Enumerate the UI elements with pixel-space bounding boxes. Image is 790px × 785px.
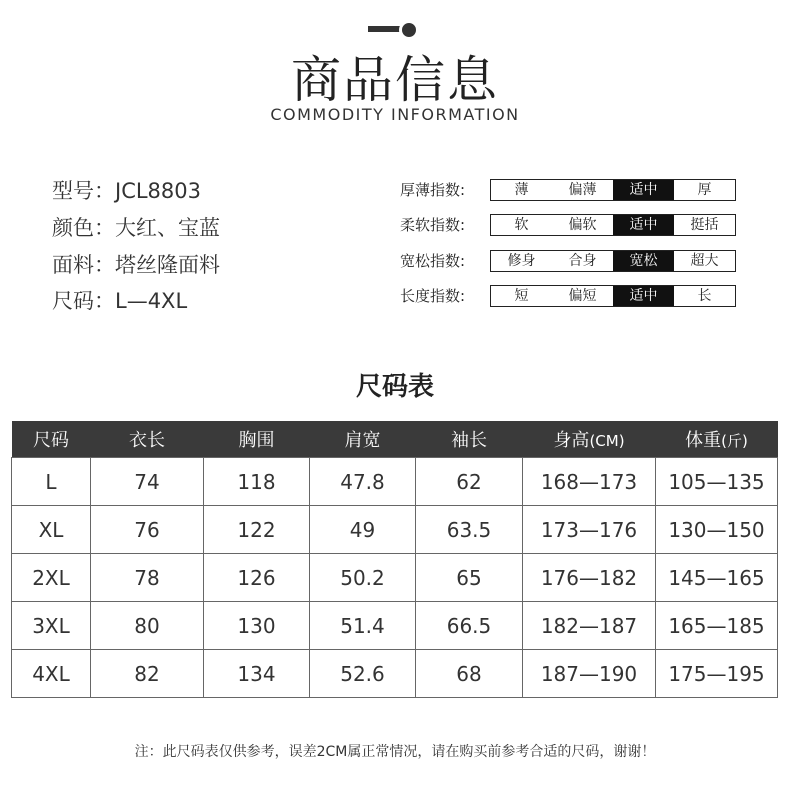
index-option: 修身 — [507, 253, 536, 269]
page-subtitle: COMMODITY INFORMATION — [270, 105, 520, 124]
info-label: 型号： — [52, 179, 115, 203]
index-option-selected: 宽松 — [613, 251, 674, 271]
table-cell: 78 — [91, 554, 204, 602]
table-cell: 47.8 — [310, 458, 416, 506]
info-label: 面料： — [52, 253, 115, 277]
table-header-row — [12, 421, 778, 458]
info-value: 塔丝隆面料 — [115, 253, 220, 277]
table-cell: 62 — [416, 458, 523, 506]
index-option: 挺括 — [690, 217, 719, 233]
table-cell: 173—176 — [523, 506, 656, 554]
table-cell: 76 — [91, 506, 204, 554]
info-label: 颜色： — [52, 216, 115, 240]
table-cell: 52.6 — [310, 650, 416, 698]
size-note: 注：此尺码表仅供参考，误差2CM属正常情况，请在购买前参考合适的尺码，谢谢！ — [134, 744, 656, 760]
table-cell: 130 — [204, 602, 310, 650]
index-label: 柔软指数: — [400, 216, 466, 234]
index-option: 长 — [697, 288, 712, 304]
table-cell: 82 — [91, 650, 204, 698]
table-cell: 134 — [204, 650, 310, 698]
info-value: 大红、宝蓝 — [115, 216, 220, 240]
table-cell: 4XL — [12, 650, 91, 698]
table-row — [12, 650, 778, 698]
index-option: 合身 — [568, 253, 597, 269]
index-option-selected: 适中 — [613, 286, 674, 306]
table-cell: 51.4 — [310, 602, 416, 650]
table-cell: 118 — [204, 458, 310, 506]
info-value: L—4XL — [115, 289, 188, 313]
table-row — [12, 602, 778, 650]
table-cell: 68 — [416, 650, 523, 698]
table-cell: 49 — [310, 506, 416, 554]
table-row — [12, 554, 778, 602]
header-length: 衣长 — [91, 421, 204, 458]
table-row — [12, 458, 778, 506]
header-chest: 胸围 — [204, 421, 310, 458]
header-decoration-dot — [399, 20, 419, 40]
table-cell: 175—195 — [656, 650, 778, 698]
index-label: 宽松指数: — [400, 252, 466, 270]
index-scale — [490, 285, 736, 307]
index-scale — [490, 179, 736, 201]
table-cell: L — [12, 458, 91, 506]
index-option-selected: 适中 — [613, 215, 674, 235]
size-chart-title: 尺码表 — [355, 372, 434, 402]
table-cell: 126 — [204, 554, 310, 602]
table-row — [12, 506, 778, 554]
index-option: 短 — [514, 288, 529, 304]
index-scale — [490, 214, 736, 236]
index-option: 偏软 — [568, 217, 597, 233]
index-scale — [490, 250, 736, 272]
table-cell: 168—173 — [523, 458, 656, 506]
page-title: 商品信息 — [291, 51, 499, 109]
table-cell: 2XL — [12, 554, 91, 602]
table-cell: 145—165 — [656, 554, 778, 602]
table-cell: 74 — [91, 458, 204, 506]
header-height — [523, 421, 656, 458]
table-cell: 165—185 — [656, 602, 778, 650]
info-fabric — [52, 250, 220, 280]
index-label: 厚薄指数: — [400, 181, 466, 199]
table-cell: 80 — [91, 602, 204, 650]
table-cell: 65 — [416, 554, 523, 602]
table-cell: 176—182 — [523, 554, 656, 602]
header-size: 尺码 — [12, 421, 91, 458]
info-value: JCL8803 — [115, 179, 201, 203]
table-cell: XL — [12, 506, 91, 554]
index-option: 薄 — [514, 182, 529, 198]
table-cell: 182—187 — [523, 602, 656, 650]
index-option: 偏短 — [568, 288, 597, 304]
header-weight-label: 体重 — [685, 430, 722, 451]
table-cell: 122 — [204, 506, 310, 554]
table-cell: 50.2 — [310, 554, 416, 602]
header-weight — [656, 421, 778, 458]
table-cell: 130—150 — [656, 506, 778, 554]
index-option-selected: 适中 — [613, 180, 674, 200]
index-label: 长度指数: — [400, 287, 466, 305]
table-cell: 105—135 — [656, 458, 778, 506]
header-height-unit: (CM) — [589, 432, 625, 450]
index-option: 软 — [514, 217, 529, 233]
info-label: 尺码： — [52, 289, 115, 313]
header-weight-unit: (斤) — [721, 432, 748, 450]
table-cell: 63.5 — [416, 506, 523, 554]
header-sleeve: 袖长 — [416, 421, 523, 458]
table-cell: 3XL — [12, 602, 91, 650]
header-shoulder: 肩宽 — [310, 421, 416, 458]
index-option: 厚 — [697, 182, 712, 198]
index-option: 偏薄 — [568, 182, 597, 198]
size-chart-table — [11, 421, 778, 698]
table-cell: 66.5 — [416, 602, 523, 650]
index-option: 超大 — [690, 253, 719, 269]
table-cell: 187—190 — [523, 650, 656, 698]
info-color — [52, 213, 220, 243]
info-model — [52, 176, 201, 206]
header-height-label: 身高 — [553, 430, 590, 451]
info-size — [52, 286, 187, 316]
